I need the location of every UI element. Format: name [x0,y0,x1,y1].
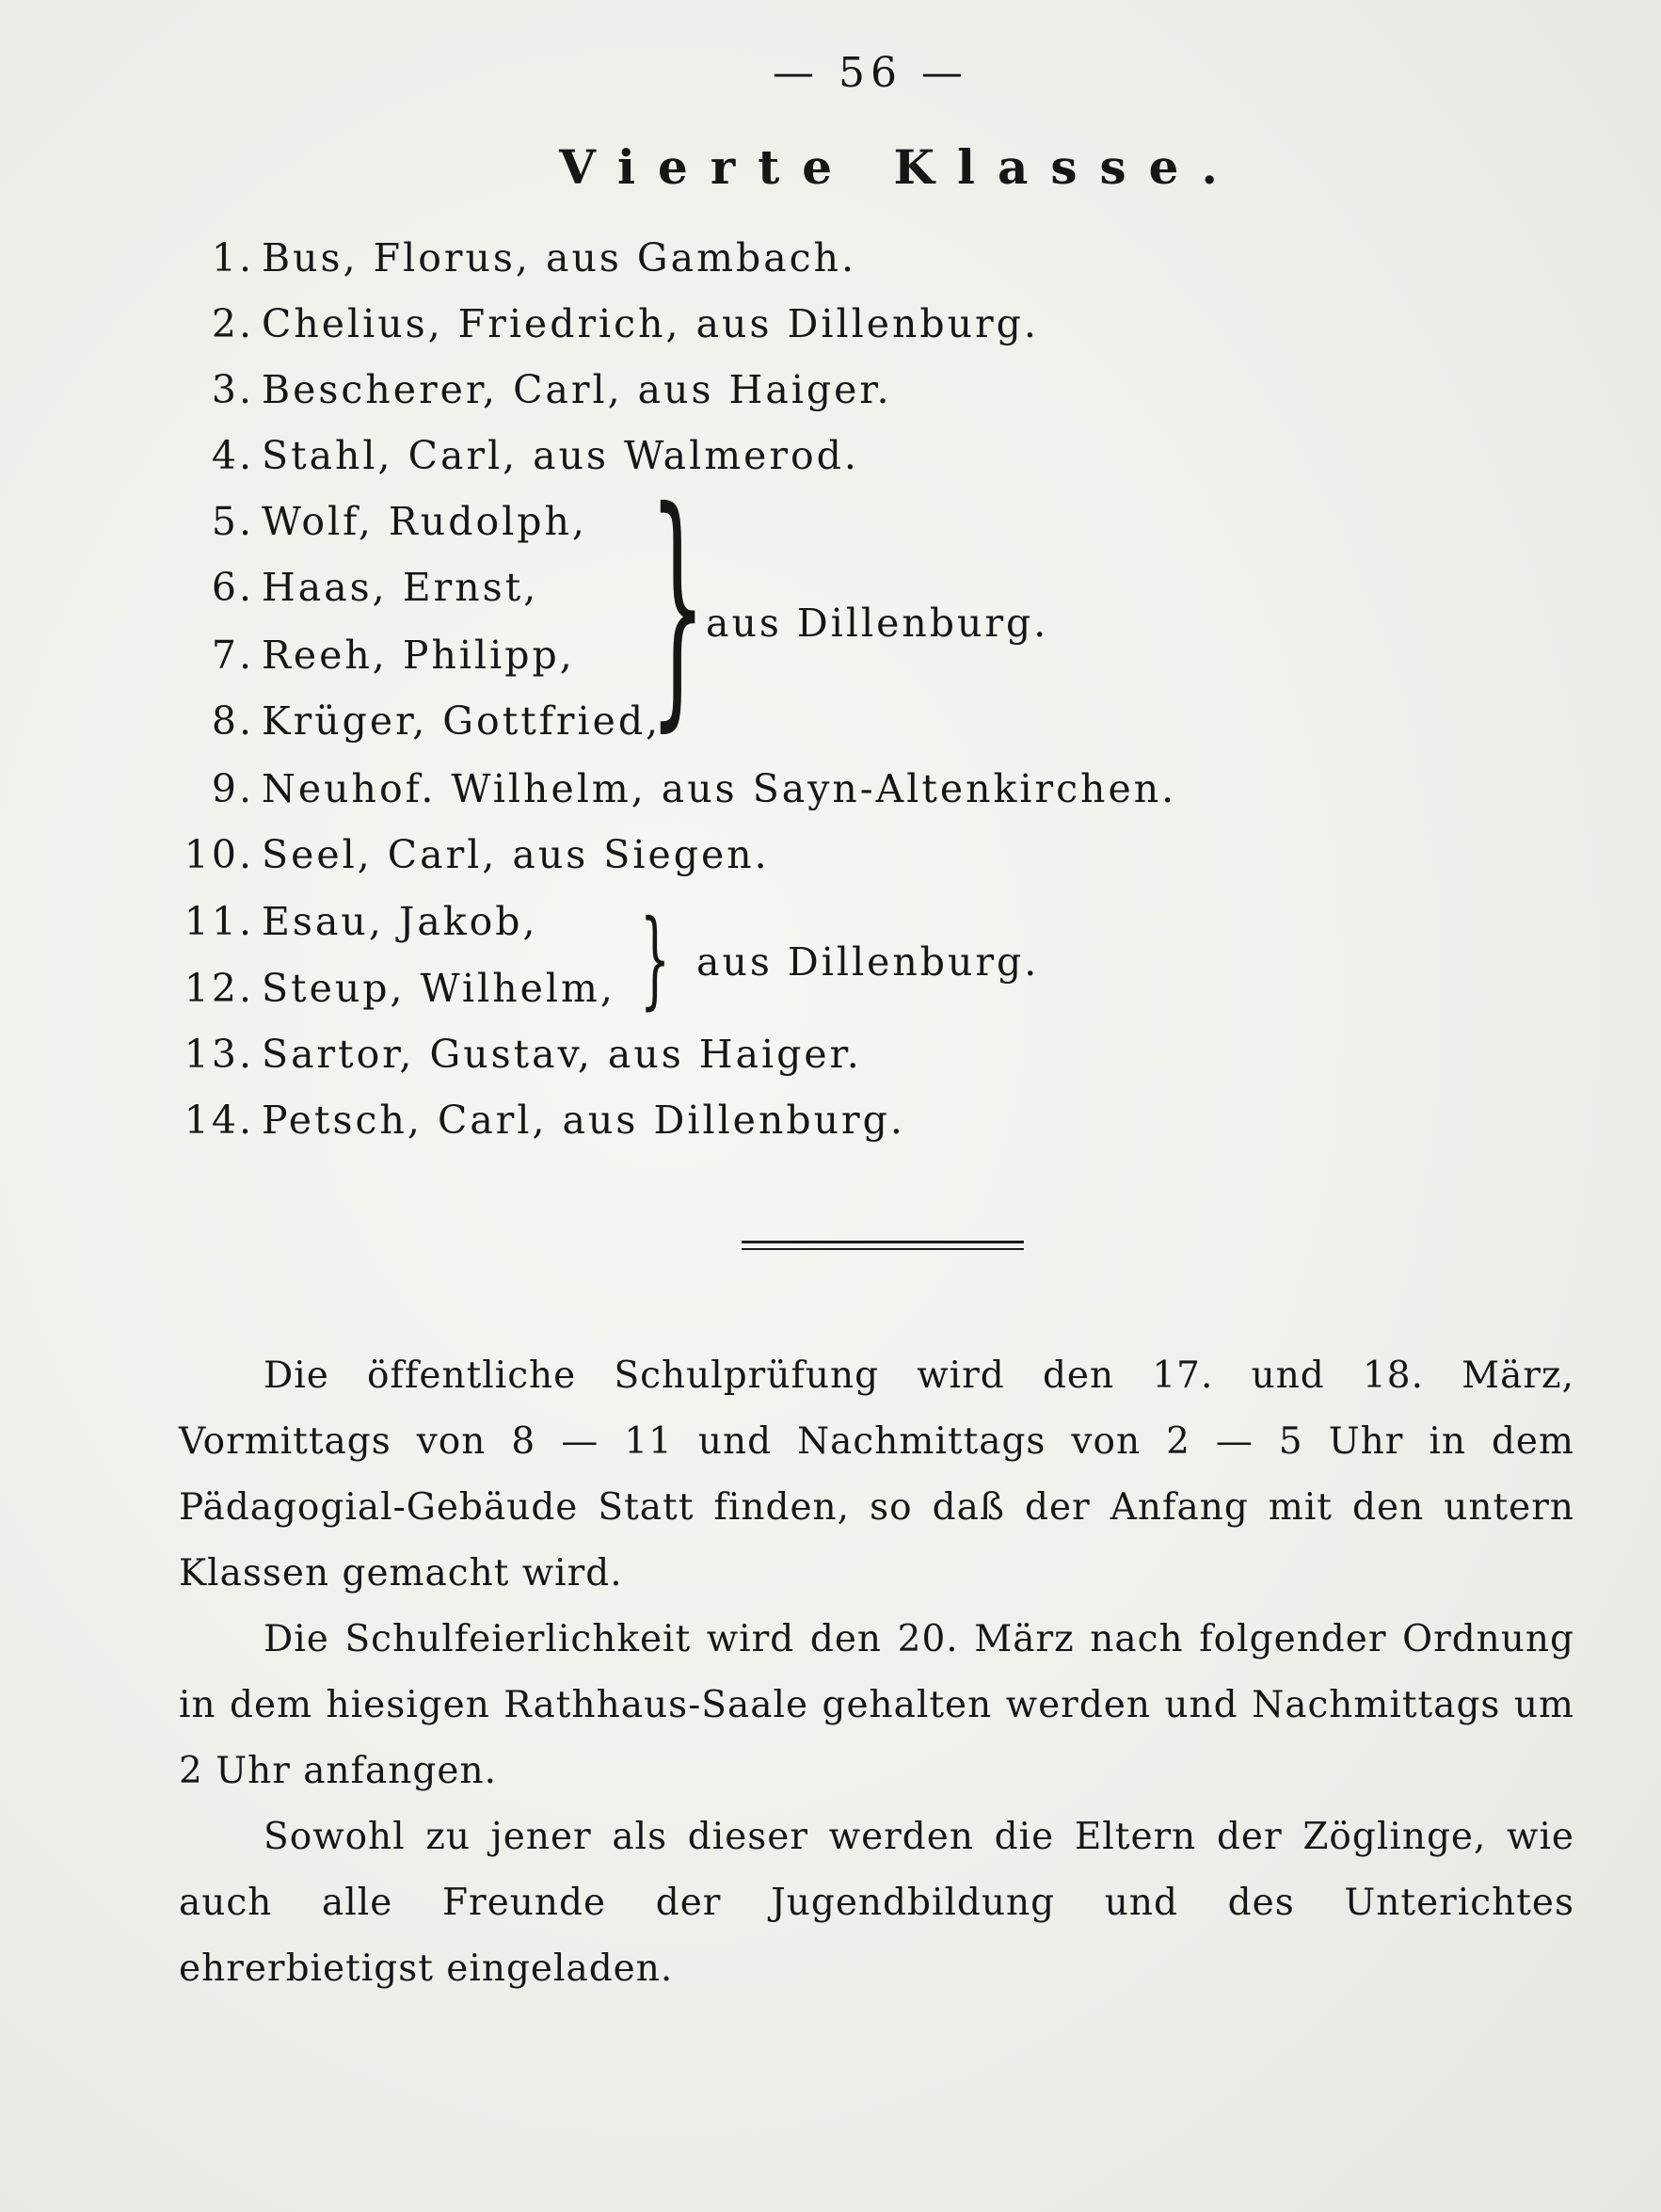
entry-text: Bus, Florus, aus Gambach. [262,235,857,281]
roster-entry [169,633,575,689]
roster-entry [169,235,856,292]
roster-entry [169,499,587,555]
entry-number: 7. [211,633,254,678]
announcement-text [179,1343,1574,2002]
roster-entry [169,899,538,955]
roster-entry [169,766,1176,823]
entry-text: Petsch, Carl, aus Dillenburg. [262,1098,905,1143]
entry-text: Chelius, Friedrich, aus Dillenburg. [262,301,1039,346]
entry-number: 3. [211,367,254,412]
section-divider [742,1241,1024,1243]
entry-text: Wolf, Rudolph, [262,499,587,544]
entry-number: 5. [211,499,254,544]
roster-entry [169,301,1039,358]
roster-entry [169,832,770,889]
entry-text: Stahl, Carl, aus Walmerod. [262,433,859,478]
roster-entry [169,1098,905,1154]
announcement-paragraph: Die öffentliche Schulprüfung wird den 17. und 18. März, Vormittags von 8 — 11 und Nachmittags von 2 — 5 Uhr in dem Pädagogial-Gebäude Statt finden, so daß der Anfang mit den untern Klassen gemacht wird. [179,1354,1574,1595]
student-roster [169,0,1299,1177]
announcement-paragraph: Sowohl zu jener als dieser werden die Eltern der Zöglinge, wie auch alle Freunde der Jugendbildung und des Unterichtes ehrerbietigst eingeladen. [179,1816,1574,1990]
entry-number: 11. [184,899,254,944]
roster-entry [169,367,892,424]
roster-entry [169,565,538,621]
entry-number: 8. [211,698,254,744]
entry-number: 4. [211,433,254,478]
entry-number: 6. [211,565,254,610]
entry-number: 14. [184,1098,254,1143]
roster-entry [169,966,615,1022]
entry-number: 10. [184,832,254,877]
section-heading: Vierte Klasse. [559,139,1240,195]
entry-text: Sartor, Gustav, aus Haiger. [262,1032,862,1077]
entry-number: 13. [184,1032,254,1077]
roster-entry [169,698,661,755]
grouping-brace: } [649,457,707,753]
grouping-brace: } [640,898,671,1020]
announcement-paragraph: Die Schulfeierlichkeit wird den 20. März nach folgender Ordnung in dem hiesigen Rathhaus-Saale gehalten werden und Nachmittags um 2 Uhr anfangen. [179,1618,1574,1792]
page-number: — 56 — [773,49,968,97]
entry-number: 9. [211,766,254,811]
entry-number: 1. [211,235,254,281]
entry-text: Bescherer, Carl, aus Haiger. [262,367,892,412]
entry-number: 12. [184,966,254,1011]
entry-text: Haas, Ernst, [262,565,539,610]
entry-text: Seel, Carl, aus Siegen. [262,832,770,877]
entry-text: Esau, Jakob, [262,899,538,944]
entry-number: 2. [211,301,254,346]
roster-entry [169,433,859,489]
entry-text: Krüger, Gottfried, [262,698,662,744]
group-origin-label: aus Dillenburg. [706,601,1049,646]
entry-text: Reeh, Philipp, [262,633,575,678]
group-origin-label: aus Dillenburg. [696,939,1040,985]
section-divider [742,1248,1024,1250]
entry-text: Steup, Wilhelm, [262,966,615,1011]
roster-entry [169,1032,862,1088]
entry-text: Neuhof. Wilhelm, aus Sayn-Altenkirchen. [262,766,1177,811]
